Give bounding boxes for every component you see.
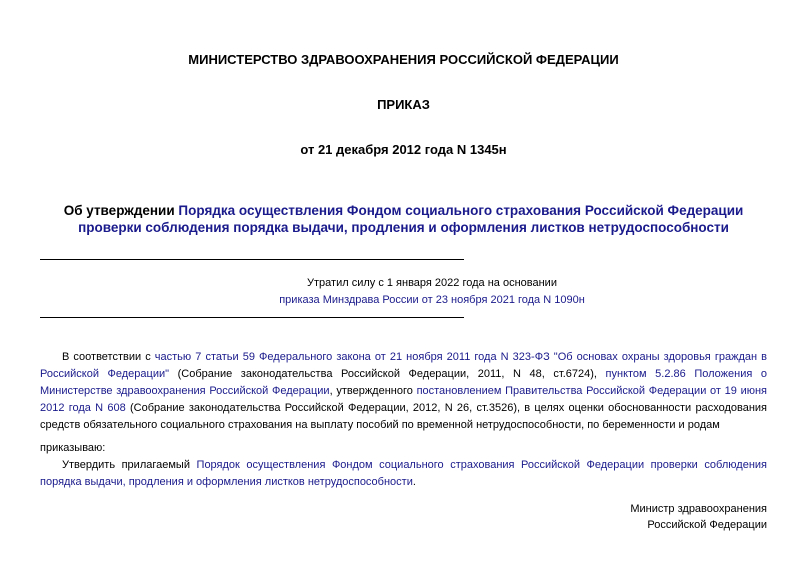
approval-text-1: Утвердить прилагаемый [62, 459, 197, 471]
title-link[interactable]: Порядка осуществления Фондом социального страхования Российской Федерации проверки соблюдения порядка выдачи, продления и оформления листков нетрудоспособности [78, 203, 744, 235]
government-decree-link[interactable]: постановлением Правительства Российской Федерации от 19 июня 2012 года N 608 [40, 385, 767, 414]
approval-paragraph [40, 457, 767, 491]
signature-title: Министр здравоохранения [630, 503, 767, 515]
title-prefix: Об утверждении [63, 203, 179, 218]
federal-law-link[interactable]: частью 7 статьи 59 Федерального закона от 21 ноября 2011 года N 323-ФЗ "Об основах охраны здоровья граждан в Российской Федерации" [40, 351, 767, 380]
document-type-heading: ПРИКАЗ [377, 97, 430, 112]
order-date-number: от 21 декабря 2012 года N 1345н [300, 142, 507, 157]
status-note-link[interactable]: приказа Минздрава России от 23 ноября 2021 года N 1090н [279, 294, 585, 306]
preamble-paragraph [40, 349, 767, 434]
status-note-text: Утратил силу с 1 января 2022 года на основании [307, 277, 557, 289]
ministry-heading: МИНИСТЕРСТВО ЗДРАВООХРАНЕНИЯ РОССИЙСКОЙ ФЕДЕРАЦИИ [188, 52, 619, 67]
order-word: приказываю: [40, 442, 106, 454]
signature-country: Российской Федерации [647, 519, 767, 531]
preamble-text-1: В соответствии с [62, 351, 155, 363]
approval-text-2: . [412, 476, 416, 488]
procedure-link[interactable]: Порядок осуществления Фондом социального страхования Российской Федерации проверки соблюдения порядка выдачи, продления и оформления листков нетрудоспособности [40, 459, 767, 488]
status-note-line2 [40, 294, 807, 306]
preamble-text-2: (Собрание законодательства Российской Федерации, 2011, N 48, ст.6724), [169, 368, 606, 380]
divider-top [40, 259, 464, 260]
regulation-clause-link[interactable]: пунктом 5.2.86 Положения о Министерстве здравоохранения Российской Федерации [40, 368, 767, 397]
preamble-text-3: , утвержденного [329, 385, 417, 397]
preamble-text-4: (Собрание законодательства Российской Федерации, 2012, N 26, ст.3526), в целях оценки обоснованности расходования средств обязательного социального страхования на выплату пособий по временной нетрудоспособности, по беременности и родам [40, 402, 767, 431]
divider-bottom [40, 317, 464, 318]
document-title [40, 202, 767, 236]
